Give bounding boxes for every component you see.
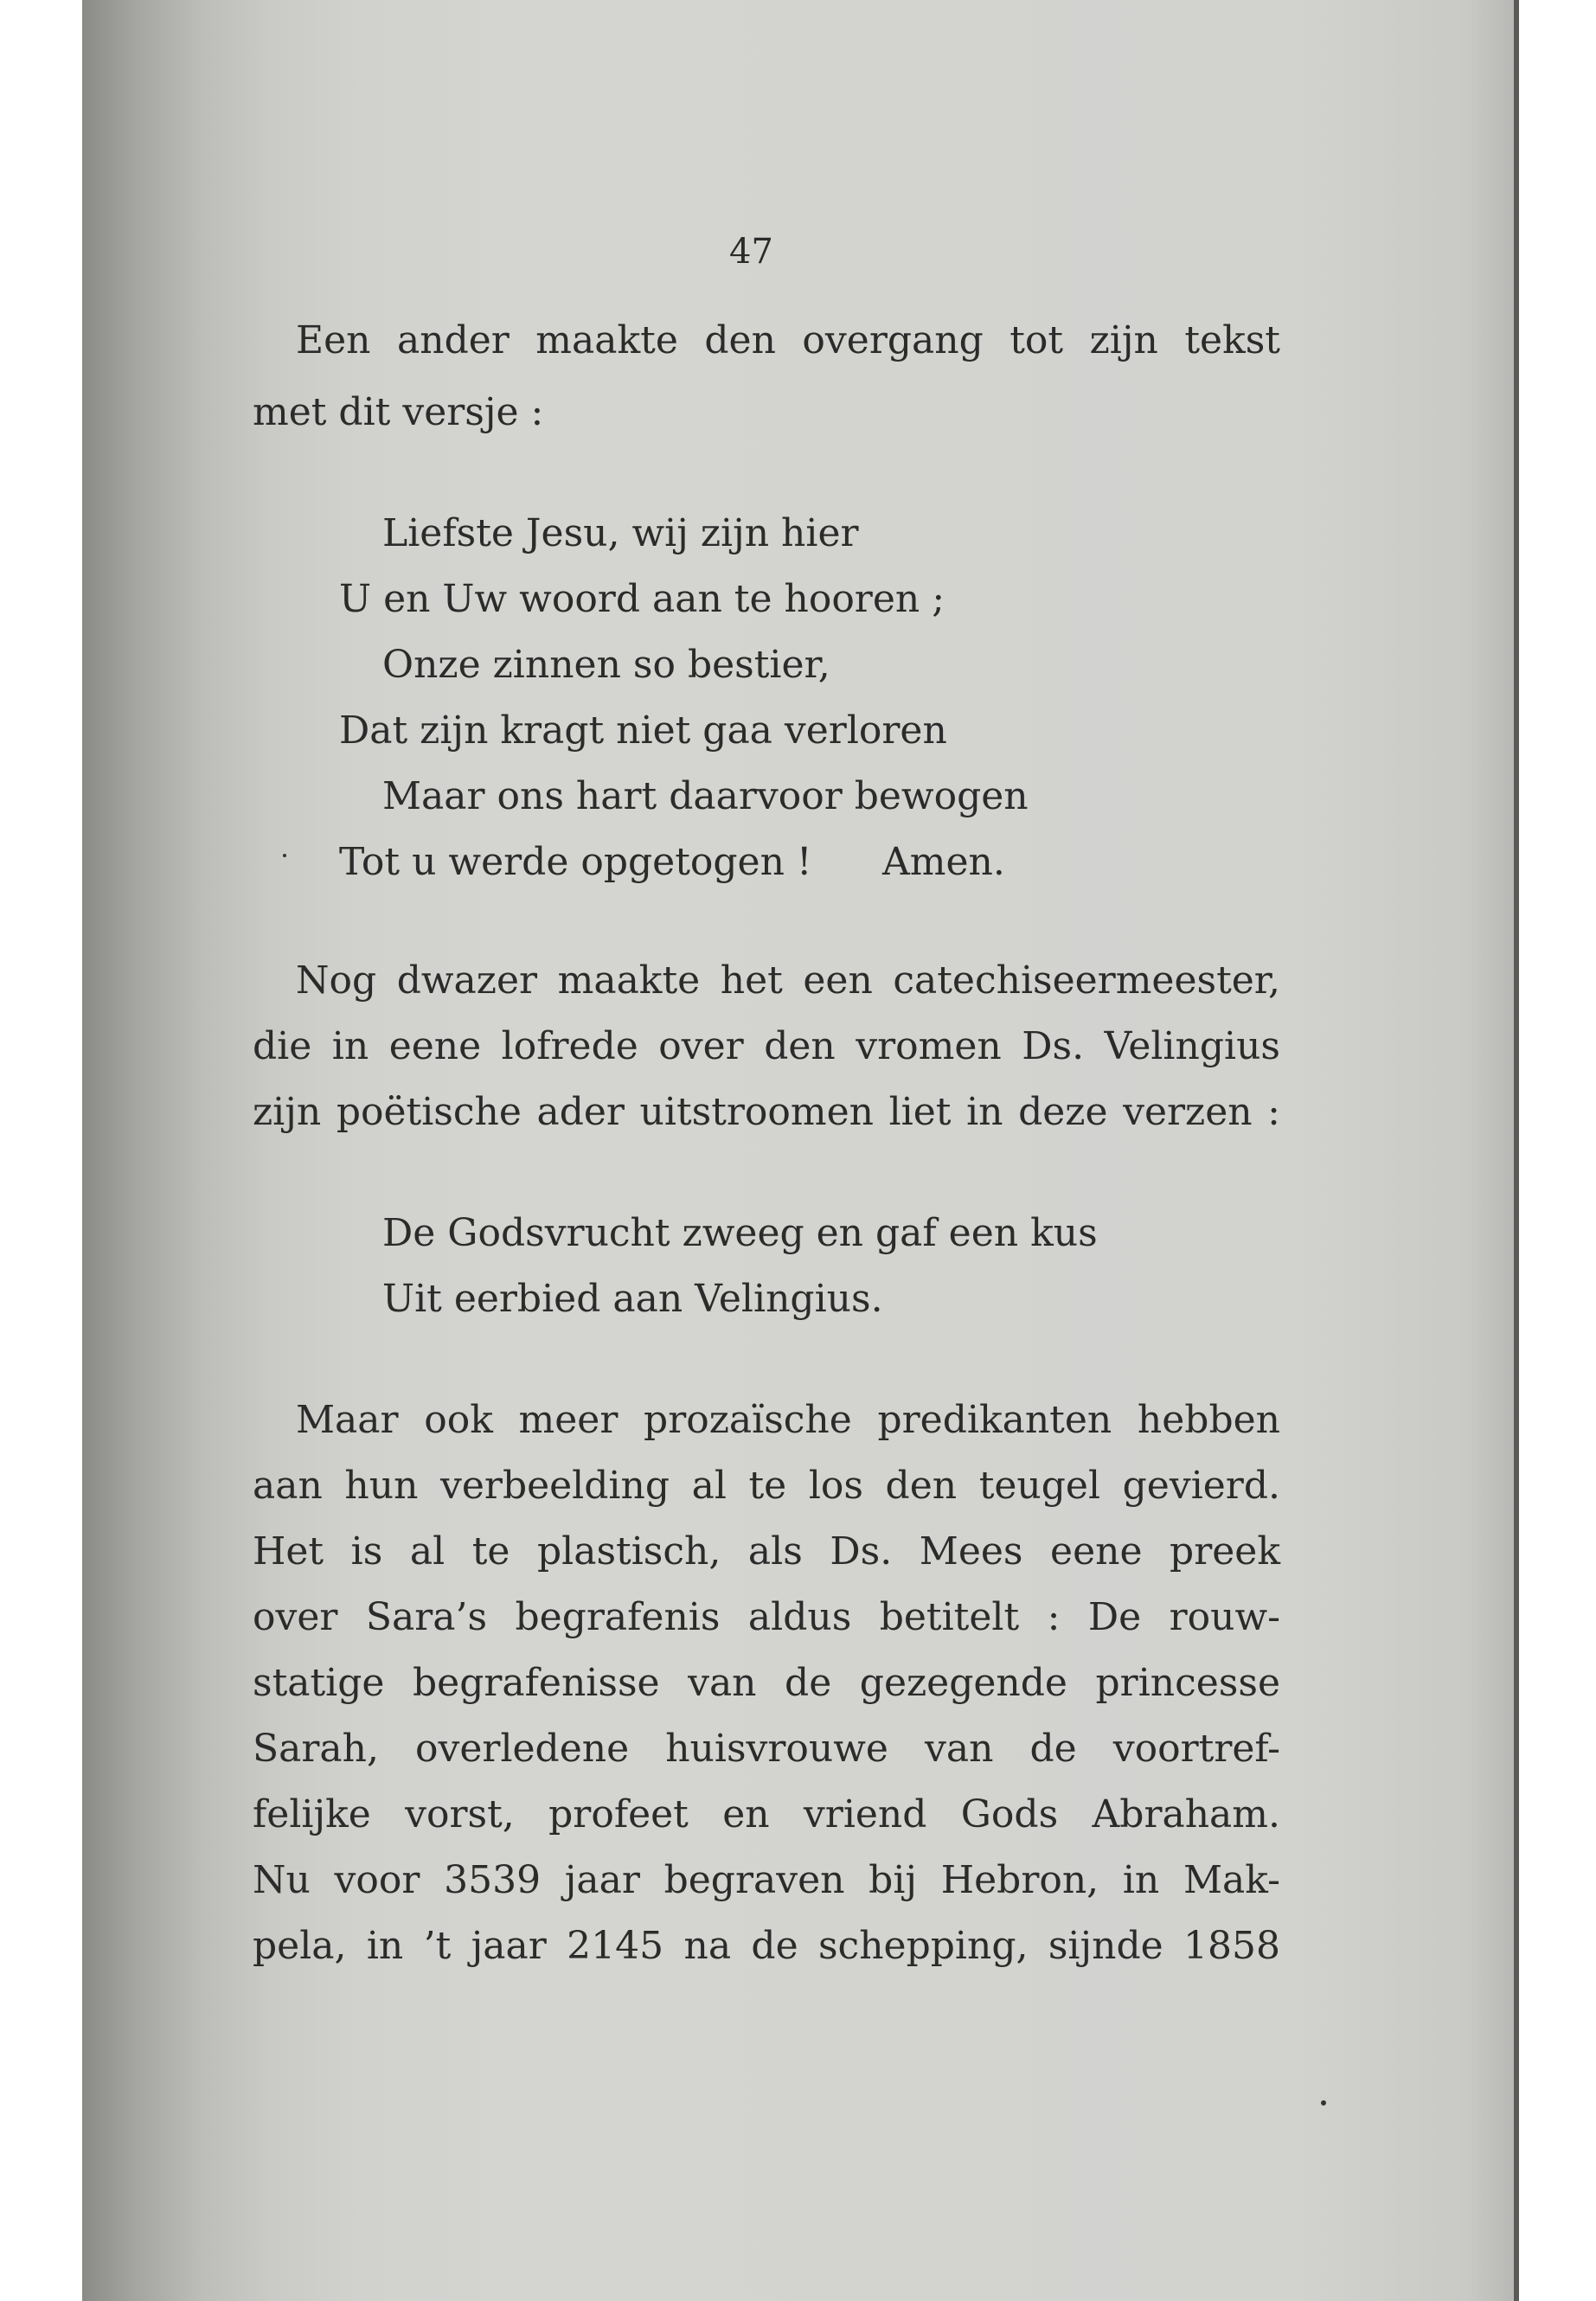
paragraph-3-line-2: aan hun verbeelding al te los den teugel gevierd. <box>253 1464 1280 1508</box>
paragraph-1-line-2: met dit versje : <box>253 390 544 434</box>
paragraph-3-line-9: pela, in ’t jaar 2145 na de schepping, sijnde 1858 <box>253 1924 1280 1968</box>
page-number: 47 <box>729 232 773 272</box>
verse-1-line-1: Liefste Jesu, wij zijn hier <box>382 511 859 555</box>
verse-1-line-4: Dat zijn kragt niet gaa verloren <box>339 708 947 753</box>
paragraph-2-line-2: die in eene lofrede over den vromen Ds. Velingius <box>253 1024 1280 1068</box>
verse-1-line-5: Maar ons hart daarvoor bewogen <box>382 774 1029 818</box>
verse-1-line-3: Onze zinnen so bestier, <box>382 643 830 687</box>
ink-speck <box>1321 2100 1326 2106</box>
verse-2-line-2: Uit eerbied aan Velingius. <box>382 1277 883 1321</box>
paragraph-2-line-3: zijn poëtische ader uitstroomen liet in deze verzen : <box>253 1090 1280 1134</box>
paragraph-3-line-3: Het is al te plastisch, als Ds. Mees eene preek <box>253 1529 1280 1574</box>
ink-speck <box>283 854 286 857</box>
paragraph-3-line-4: over Sara’s begrafenis aldus betitelt : De rouw- <box>253 1595 1280 1639</box>
paragraph-3-line-6: Sarah, overledene huisvrouwe van de voortref- <box>253 1727 1280 1771</box>
paragraph-3-line-1: Maar ook meer prozaïsche predikanten hebben <box>296 1398 1280 1442</box>
paragraph-2-line-1: Nog dwazer maakte het een catechiseermeester, <box>296 958 1280 1003</box>
verse-1-amen: Amen. <box>882 840 1005 884</box>
verse-1-line-2: U en Uw woord aan te hooren ; <box>339 577 945 621</box>
paragraph-3-line-8: Nu voor 3539 jaar begraven bij Hebron, in Mak- <box>253 1858 1280 1902</box>
verse-2-line-1: De Godsvrucht zweeg en gaf een kus <box>382 1211 1098 1255</box>
paragraph-3-line-5: statige begrafenisse van de gezegende princesse <box>253 1661 1280 1705</box>
verse-1-line-6: Tot u werde opgetogen ! <box>339 840 812 884</box>
page-edge <box>1514 0 1519 2301</box>
paragraph-1-line-1: Een ander maakte den overgang tot zijn tekst <box>296 318 1280 362</box>
paragraph-3-line-7: felijke vorst, profeet en vriend Gods Abraham. <box>253 1792 1280 1836</box>
